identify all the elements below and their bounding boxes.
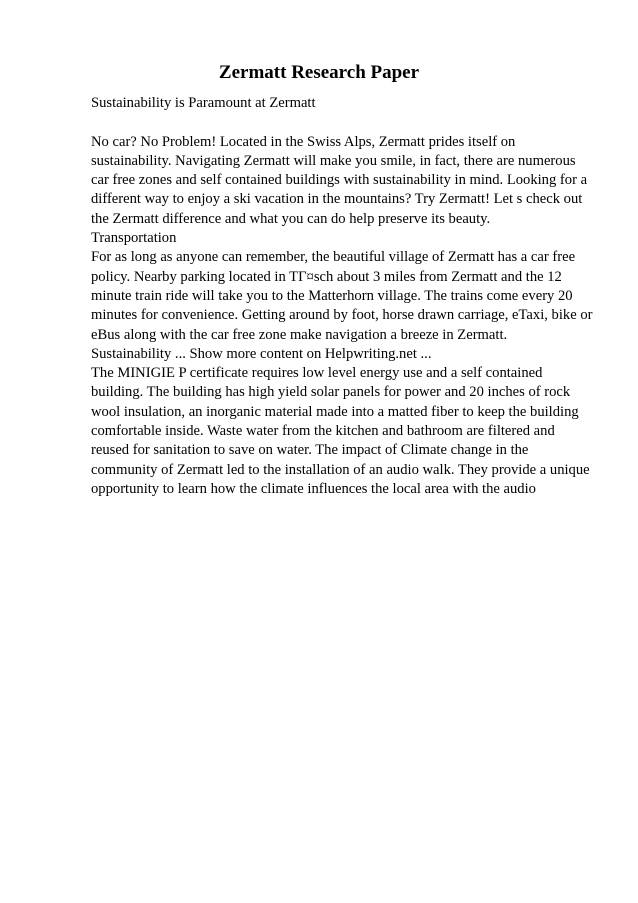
text-line: reused for sanitation to save on water. The impact of Climate change in the [91, 442, 529, 459]
text-line: The MINIGIE P certificate requires low level energy use and a self contained [91, 365, 543, 382]
text-line: wool insulation, an inorganic material made into a matted fiber to keep the building [91, 403, 579, 420]
text-line: policy. Nearby parking located in TГ¤sch about 3 miles from Zermatt and the 12 [91, 268, 562, 285]
text-line: eBus along with the car free zone make navigation a breeze in Zermatt. [91, 326, 508, 343]
text-line: building. The building has high yield solar panels for power and 20 inches of rock [91, 384, 571, 401]
paragraph-gap [91, 113, 601, 132]
section-heading-transportation: Transportation [91, 230, 177, 247]
text-line: the Zermatt difference and what you can do help preserve its beauty. [91, 210, 491, 227]
text-line: different way to enjoy a ski vacation in the mountains? Try Zermatt! Let s check out [91, 191, 583, 208]
document-title: Zermatt Research Paper [218, 62, 420, 83]
text-line: community of Zermatt led to the installation of an audio walk. They provide a unique [91, 461, 590, 478]
text-line: sustainability. Navigating Zermatt will make you smile, in fact, there are numerous [91, 152, 576, 169]
text-line: opportunity to learn how the climate influences the local area with the audio [91, 480, 536, 497]
text-line: minutes for convenience. Getting around by foot, horse drawn carriage, eTaxi, bike or [91, 307, 593, 324]
document-body [91, 94, 601, 499]
text-line: No car? No Problem! Located in the Swiss Alps, Zermatt prides itself on [91, 133, 516, 150]
text-line: For as long as anyone can remember, the beautiful village of Zermatt has a car free [91, 249, 576, 266]
text-line: minute train ride will take you to the Matterhorn village. The trains come every 20 [91, 287, 573, 304]
text-line: comfortable inside. Waste water from the kitchen and bathroom are filtered and [91, 423, 555, 440]
show-more-line: Sustainability ... Show more content on Helpwriting.net ... [91, 345, 432, 362]
document-subtitle: Sustainability is Paramount at Zermatt [91, 95, 316, 111]
text-line: car free zones and self contained buildings with sustainability in mind. Looking for a [91, 172, 588, 189]
